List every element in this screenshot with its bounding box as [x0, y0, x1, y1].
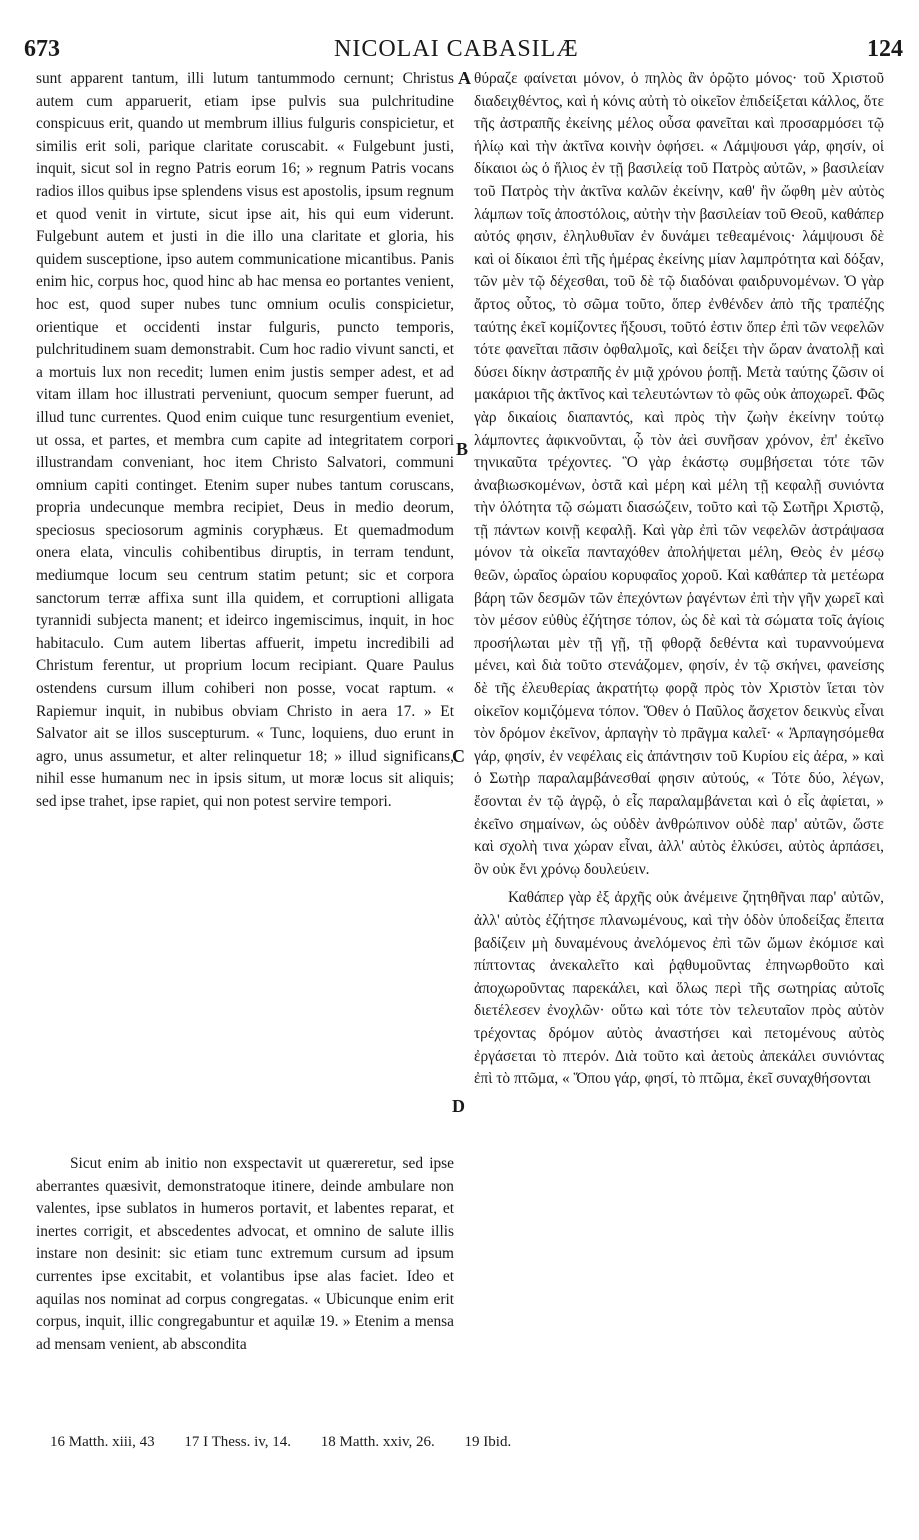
running-title: NICOLAI CABASILÆ: [334, 36, 579, 62]
greek-column: [474, 68, 884, 1091]
greek-paragraph-2: Καθάπερ γὰρ ἐξ ἀρχῆς οὐκ ἀνέμεινε ζητηθῆναι παρ' αὐτῶν, ἀλλ' αὐτὸς ἐζήτησε πλανωμένους, καὶ τὴν ὁδὸν ὑποδείξας ἔπειτα βαδίζειν μὴ δυναμένους ἀνελόμενος ἐπὶ τῶν ὤμων ἐκόμισε καὶ πίπτοντας ἀνεκαλεῖτο καὶ ῥᾳθυμοῦντας ἐπηνωρθοῦτο καὶ ἀποχωροῦντας παρεκάλει, καὶ ὅλως περὶ τῆς σωτηρίας αὐτοῖς διετέλεσεν ἐνοχλῶν· οὕτω καὶ τότε τὸν τελευταῖον πρὸς αὐτὸν τρέχοντας δρόμον αὐτὸς ἀναστήσει καὶ πετομένους αὐτὸς ἐργάσεται τὸ πτερόν. Διὰ τοῦτο καὶ ἀετοὺς ἀπεκάλει συνιόντας ἐπὶ τὸ πτῶμα, « Ὅπου γάρ, φησί, τὸ πτῶμα, ἐκεῖ συναχθήσονται: [474, 889, 884, 1088]
section-marker-a: A: [458, 68, 471, 88]
latin-column: [36, 68, 454, 814]
latin-paragraph-2: Sicut enim ab initio non exspectavit ut quæreretur, sed ipse aberrantes quæsivit, demonstratoque itinere, deinde ambulare non valentes, ipse sublatos in humeros portavit, et labentes reparat, et inertes corrigit, et abscedentes advocat, et omnino de salute illis instare non desinit: sic etiam tunc extremum cursum ad ipsum currentes ipse excitabit, et volantibus ipse alas faciet. Ideo et aquilas nos nominat ad corpus congregatas. « Ubicunque enim erit corpus, inquit, illic congregabuntur et aquilæ 19. » Etenim a mensa ad mensam venient, ab abscondita: [36, 1155, 454, 1353]
section-marker-b: B: [456, 439, 469, 459]
column-number: 124: [867, 36, 903, 62]
footnote: 19 Ibid.: [464, 1434, 512, 1450]
greek-paragraph-1: θύραζε φαίνεται μόνον, ὁ πηλὸς ἂν ὁρῷτο μόνος· τοῦ Χριστοῦ διαδειχθέντος, καὶ ἡ κόνις αὐτὴ τὸ οἰκεῖον ἐπιδείξεται κάλλος, ὅτε τῆς ἀστραπῆς ἐκείνης μέλος οὖσα φανεῖται καὶ προσαρμόσει τῷ ἡλίῳ καὶ τὴν ἀκτῖνα κοινὴν ὀφήσει. « Λάμψουσι γάρ, φησίν, οἱ δίκαιοι ὡς ὁ ἥλιος ἐν τῇ βασιλείᾳ τοῦ Πατρὸς αὐτῶν, » βασιλείαν τοῦ Πατρὸς τὴν ἀκτῖνα καλῶν ἐκείνην, καθ' ἣν ὤφθη μὲν αὐτὸς λάμπων τοῖς ἀποστόλοις, αὐτὴν τὴν βασιλείαν τοῦ Θεοῦ, καθάπερ αὐτός φησιν, ἐληλυθυῖαν ἐν δυνάμει τεθεαμένοις· λάμψουσι δὲ καὶ οἱ δίκαιοι ἐπὶ τῆς ἡμέρας ἐκείνης μίαν λαμπρότητα καὶ δόξαν, τῶν μὲν τῷ δέχεσθαι, τοῦ δὲ τῷ διαδόναι φαιδρυνομένων. Ὁ γὰρ ἄρτος οὗτος, τὸ σῶμα τοῦτο, ὅπερ ἐνθένδεν ἀπὸ τῆς τραπέζης ταύτης ἐκεῖ κομίζοντες ἥξουσι, τοῦτό ἐστιν ὅπερ ἐπὶ τῶν νεφελῶν τότε φανεῖται πᾶσιν ὀφθαλμοῖς, καὶ δείξει τὴν ὥραν ἀνατολῇ καὶ δύσει δίκην ἀστραπῆς ἐν μιᾷ χρόνου ῥοπῇ. Μετὰ ταύτης ζῶσιν οἱ μακάριοι τῆς ἀκτῖνος καὶ τελευτώντων τὸ φῶς οὐκ ἀποχωρεῖ. Φῶς γὰρ δικαίοις διαπαντός, καὶ πρὸς τὴν ζωὴν ἐκείνην τούτῳ λάμποντες ἀφικνοῦνται, ᾧ τὸν ἀεὶ συνῆσαν χρόνον, ἐπ' ἐκεῖνο τηνικαῦτα τρέχοντες. Ὃ γὰρ ἑκάστῳ συμβήσεται τότε τῶν ἀναβιωσκομένων, ὀστᾶ καὶ μέρη καὶ μέλη τῇ κεφαλῇ συνιόντα τὴν ὁλότητα τῷ σώματι διασώζειν, τοῦτο καὶ τῷ Σωτῆρι Χριστῷ, τῇ πάντων κοινῇ κεφαλῇ. Καὶ γὰρ ἐπὶ τῶν νεφελῶν ἀστράψασα μόνον τὰ οἰκεῖα πανταχόθεν ἀπολήψεται μέλη, Θεὸς ἐν μέσῳ θεῶν, ὡραῖος ὡραίου κορυφαῖος χοροῦ. Καὶ καθάπερ τὰ μετέωρα βάρη τῶν δεσμῶν τῶν ἐπεχόντων ῥαγέντων ἐπὶ τὴν γῆν χωρεῖ καὶ τὸν μέσον εὐθὺς ἐζήτησε τόπον, ὡς δὲ καὶ τὰ σώματα τοῖς ἁγίοις προσήλωται μὲν τῇ γῇ, τῇ φθορᾷ δεθέντα καὶ τυραννούμενα μένει, καὶ διὰ τοῦτο στενάζομεν, φησίν, ἐν τῷ σκήνει, φανείσης δὲ τῆς ἐλευθερίας ἀκρατήτῳ φορᾷ πρὸς τὸν Χριστὸν ἵεται τὸν οἰκεῖον κομιζόμενα τόπον. Ὅθεν ὁ Παῦλος ἄσχετον δεικνὺς εἶναι τὸν δρόμον ἐκεῖνον, ἁρπαγὴν τὸ πρᾶγμα καλεῖ· « Ἁρπαγησόμεθα γάρ, φησίν, ἐν νεφέλαις εἰς ἀπάντησιν τοῦ Κυρίου εἰς ἀέρα, » καὶ ὁ Σωτὴρ παραλαμβάνεσθαί φησιν αὐτούς, « Τότε δύο, λέγων, ἔσονται ἐν τῷ ἀγρῷ, ὁ εἷς παραλαμβάνεται καὶ ὁ εἷς ἀφίεται, » ἐκεῖνο σημαίνων, ὡς οὐδὲν ἀνθρώπινον οὐδὲ παρ' αὐτῶν, ὥστε καὶ σχολὴ τινα χώραν εἶναι, ἀλλ' αὐτὸς ἑλκύσει, αὐτὸς ἁρπάσει, ὃν οὐκ ἔνι χρόνῳ δουλεύειν.: [474, 70, 884, 878]
running-header: [24, 36, 903, 66]
latin-paragraph-1: sunt apparent tantum, illi lutum tantummodo cernunt; Christus autem cum apparuerit, etiam ipse pulvis sua pulchritudine conspicuus erit, quando ut membrum illius fulguris conspicietur, et similis erit soli, parique claritate coruscabit. « Fulgebunt justi, inquit, sicut sol in regno Patris eorum 16; » regnum Patris vocans radios illos quibus ipse splendens visus est apostolis, ipsum regnum et quod venit in virtute, sicut ipse ait, his qui eum viderunt. Fulgebunt autem et justi in die illo una claritate et gloria, his quidem susceptione, ipso autem communicatione micantibus. Panis enim hic, corpus hoc, quod hinc ab hac mensa eo portantes venient, hoc est, quod super nubes tunc omnium oculis conspicietur, orientique et occidenti instar fulguris, puncto temporis, pulchritudinem suam demonstrabit. Cum hoc radio vivunt sancti, et a mortuis lux non recedit; lumen enim justis semper adest, et ad vitam illam hoc illustrati perveniunt, quocum semper fuerunt, ad illud tunc currentes. Quod enim cuique tunc resurgentium eveniet, ut ossa, et partes, et membra cum capite ad integritatem corpori illustrandam conveniant, hoc item Christo Salvatori, communi omnium capiti continget. Etenim super nubes tantum coruscans, propria undecunque membra recipiet, Deus in medio deorum, speciosus speciosorum agminis coryphæus. Et quemadmodum onera elata, vinculis cohibentibus diruptis, in terram tendunt, mediumque locum seu centrum statim petunt; sic et corpora sanctorum terræ affixa sunt illa quidem, et corruptioni alligata tyrannidi subjecta manent; et ideirco ingemiscimus, inquit, in hoc habitaculo. Cum autem libertas affuerit, impetu incredibili ad Christum ferentur, ut proprium locum recipiant. Quare Paulus ostendens cursum illum cohiberi non posse, vocat raptum. « Rapiemur inquit, in nubibus obviam Christo in aera 17. » Et Salvator ait se illos suscepturum. « Tunc, loquiens, duo erunt in agro, unus assumetur, et alter relinquetur 18; » illud significans, nihil esse humanum nec in ipsis situm, ut moræ locus sit aliquis; sed ipse trahet, ipse rapiet, qui non potest servire tempori.: [36, 70, 454, 810]
footnotes: [50, 1434, 870, 1451]
section-marker-c: C: [452, 746, 465, 766]
section-marker-d: D: [452, 1096, 465, 1116]
footnote: 18 Matth. xxiv, 26.: [320, 1434, 435, 1450]
page-number: 673: [24, 36, 60, 62]
footnote: 17 I Thess. iv, 14.: [184, 1434, 292, 1450]
footnote: 16 Matth. xiii, 43: [50, 1434, 155, 1450]
